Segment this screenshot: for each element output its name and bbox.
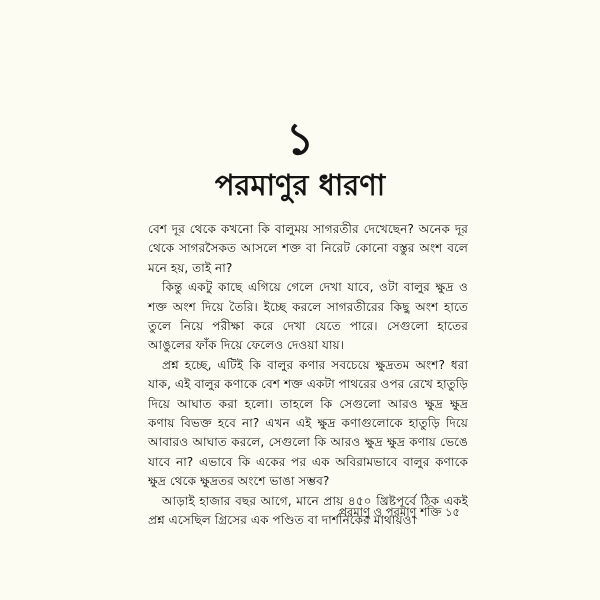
paragraph-3: প্রশ্ন হচ্ছে, এটিই কি বালুর কণার সবচেয়ে ক্ষুদ্রতম অংশ? ধরা যাক, এই বালুর কণাকে বেশ শক্ত একটা পাথরের ওপর রেখে হাতুড়ি দিয়ে আঘাত করা হলো। তাহলে কি সেগুলো আরও ক্ষুদ্র ক্ষুদ্র কণায় বিভক্ত হবে না? এখন এই ক্ষুদ্র কণাগুলোকে হাতুড়ি দিয়ে আবারও আঘাত করলে, সেগুলো কি আরও ক্ষুদ্র ক্ষুদ্র কণায় ভেঙে যাবে না? এভাবে কি একের পর এক অবিরামভাবে বালুর কণাকে ক্ষুদ্র থেকে ক্ষুদ্রতর অংশে ভাঙা সম্ভব? [148, 357, 468, 489]
chapter-title: পরমাণুর ধারণা [214, 168, 386, 202]
chapter-number: ১ [285, 114, 315, 165]
paragraph-1: বেশ দূর থেকে কখনো কি বালুময় সাগরতীর দেখেছেন? অনেক দূর থেকে সাগরসৈকত আসলে শক্ত বা নিরেট কোনো বস্তুর অংশ বলে মনে হয়, তাই না? [148, 222, 468, 275]
paragraph-2: কিন্তু একটু কাছে এগিয়ে গেলে দেখা যাবে, ওটা বালুর ক্ষুদ্র ও শক্ত অংশ দিয়ে তৈরি। ইচ্ছে করলে সাগরতীরের কিছু অংশ হাতে তুলে নিয়ে পরীক্ষা করে দেখা যেতে পারে। সেগুলো হাতের আঙুলের ফাঁক দিয়ে ফেলেও দেওয়া যায়। [148, 280, 468, 353]
running-footer: পরমাণু ও পরমাণু শক্তি ১৫ [339, 505, 460, 519]
paragraph-4: আড়াই হাজার বছর আগে, মানে প্রায় ৪৫০ খ্রিষ্টপূর্বে ঠিক একই প্রশ্ন এসেছিল গ্রিসের এক পণ্ডিত বা দার্শনিকের মাথায়ও। [148, 493, 468, 528]
chapter-body [148, 220, 468, 531]
